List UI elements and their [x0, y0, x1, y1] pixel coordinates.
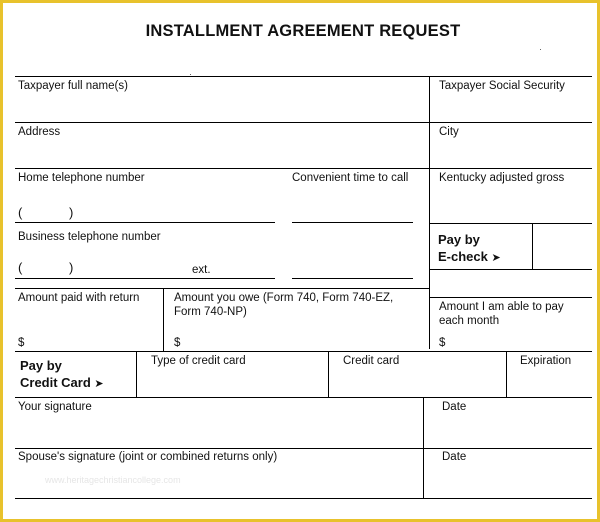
rule: [15, 76, 592, 77]
stray-dot: [540, 49, 541, 50]
amount-owe-input[interactable]: $: [174, 337, 181, 349]
rule: [15, 448, 592, 449]
phone-paren-close: ): [69, 205, 74, 220]
rule: [136, 351, 137, 397]
stray-dot: [190, 74, 191, 75]
pay-by-echeck-line1: Pay by: [438, 232, 480, 247]
spouse-signature-field[interactable]: Spouse's signature (joint or combined returns only): [18, 451, 278, 463]
pay-by-echeck-option[interactable]: [438, 248, 501, 267]
your-signature-field[interactable]: Your signature: [18, 401, 92, 413]
pay-by-echeck-line2: E-check: [438, 249, 488, 264]
ext-label: ext.: [192, 264, 211, 276]
rule: [506, 351, 507, 397]
able-to-pay-line1: Amount I am able to pay: [439, 301, 564, 313]
amount-owe-line1: Amount you owe (Form 740, Form 740-EZ,: [174, 292, 394, 304]
phone-paren-open: (: [18, 205, 23, 220]
business-phone-input[interactable]: [15, 278, 275, 279]
arrow-right-icon: ➤: [94, 378, 104, 390]
city-field[interactable]: City: [439, 126, 459, 138]
cc-type-field[interactable]: Type of credit card: [151, 355, 246, 367]
business-phone-label: Business telephone number: [18, 231, 161, 243]
home-phone-input[interactable]: [15, 222, 275, 223]
signature-date-field[interactable]: Date: [442, 401, 467, 413]
business-time-input[interactable]: [292, 278, 413, 279]
rule: [429, 223, 430, 349]
able-to-pay-line2: each month: [439, 315, 500, 327]
home-phone-label: Home telephone number: [18, 172, 145, 184]
business-paren-open: (: [18, 260, 23, 275]
able-to-pay-input[interactable]: $: [439, 337, 446, 349]
pay-by-credit-card-option[interactable]: [20, 374, 104, 393]
rule: [15, 498, 592, 499]
amount-paid-label: Amount paid with return: [18, 292, 140, 304]
taxpayer-ssn-field[interactable]: Taxpayer Social Security: [439, 80, 565, 92]
rule: [163, 288, 164, 352]
ky-adjusted-gross-field[interactable]: Kentucky adjusted gross: [439, 172, 565, 184]
convenient-time-input[interactable]: [292, 222, 413, 223]
convenient-time-label: Convenient time to call: [292, 172, 409, 184]
pay-by-cc-line1: Pay by: [20, 358, 62, 373]
rule: [429, 76, 430, 223]
rule: [429, 223, 592, 224]
watermark: www.heritagechristiancollege.com: [45, 475, 181, 485]
arrow-right-icon: ➤: [491, 252, 501, 264]
rule: [532, 223, 533, 269]
rule: [15, 122, 592, 123]
taxpayer-name-field[interactable]: Taxpayer full name(s): [18, 80, 128, 92]
pay-by-cc-line2: Credit Card: [20, 375, 91, 390]
address-field[interactable]: Address: [18, 126, 61, 138]
rule: [15, 288, 429, 289]
rule: [429, 297, 592, 298]
business-paren-close: ): [69, 260, 74, 275]
expiration-field[interactable]: Expiration: [520, 355, 572, 367]
form-title: INSTALLMENT AGREEMENT REQUEST: [145, 22, 461, 40]
spouse-date-field[interactable]: Date: [442, 451, 467, 463]
cc-number-field[interactable]: Credit card: [343, 355, 400, 367]
rule: [15, 168, 592, 169]
rule: [328, 351, 329, 397]
rule: [429, 269, 592, 270]
amount-owe-line2: Form 740-NP): [174, 306, 247, 318]
amount-paid-input[interactable]: $: [18, 337, 25, 349]
rule: [15, 397, 592, 398]
